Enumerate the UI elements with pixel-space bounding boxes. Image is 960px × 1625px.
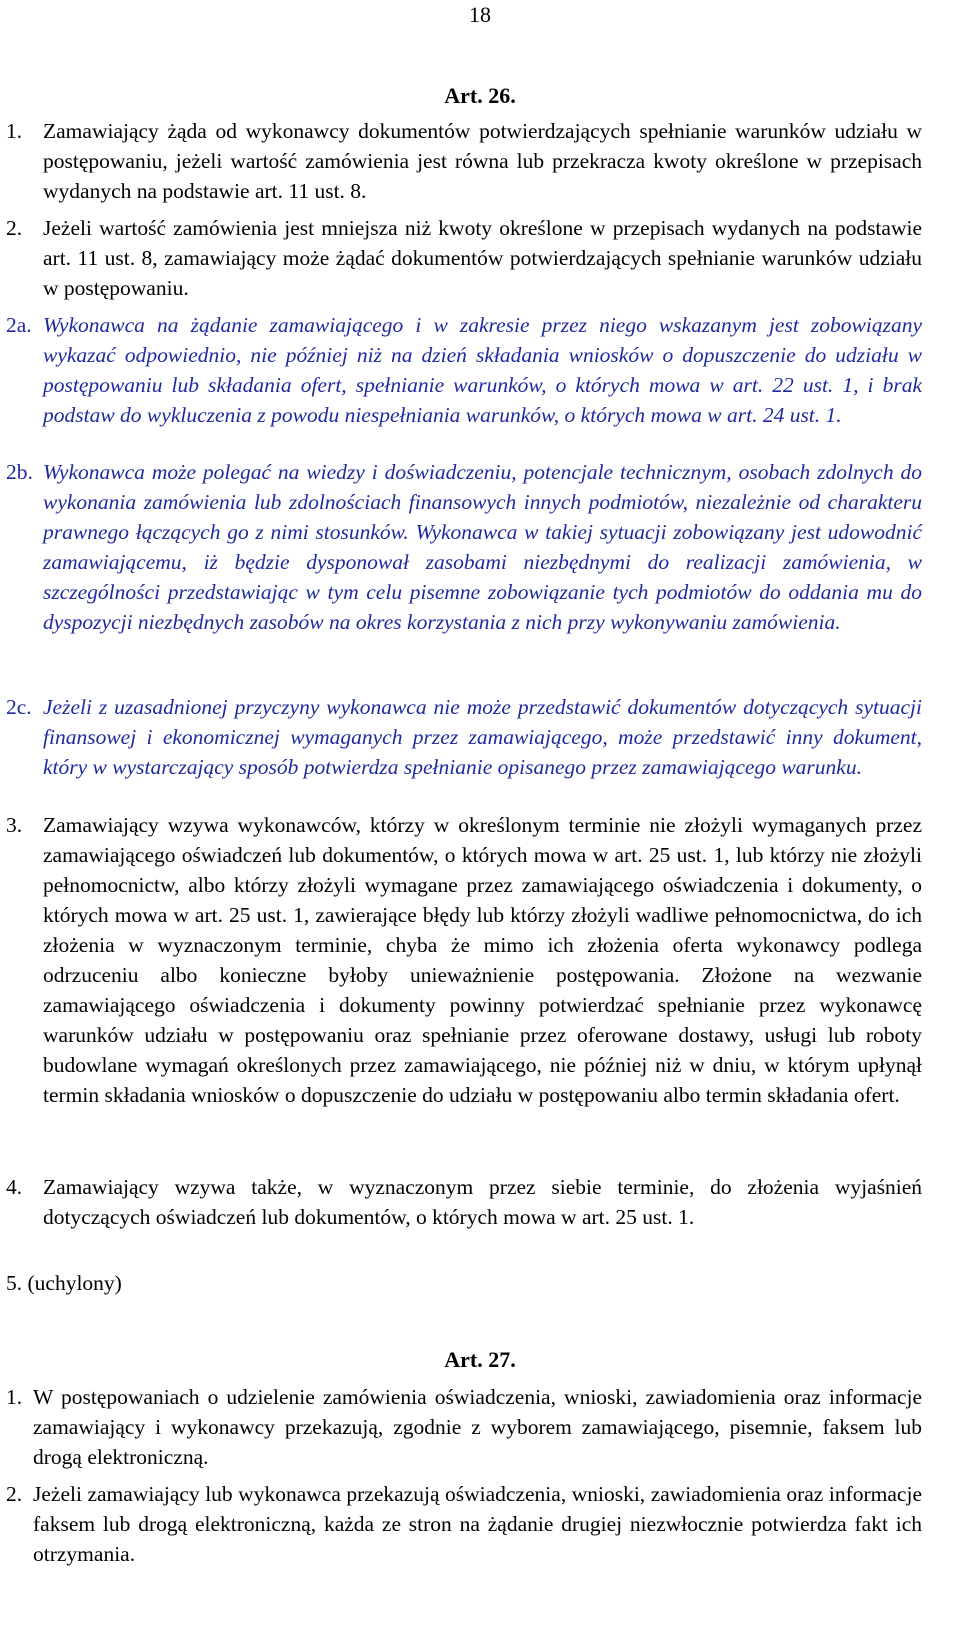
art26-paragraph-3	[6, 810, 922, 1110]
art27-paragraph-2	[6, 1479, 922, 1569]
art26-paragraph-2c	[6, 692, 922, 782]
paragraph-text: Jeżeli wartość zamówienia jest mniejsza niż kwoty określone w przepisach wydanych na podstawie art. 11 ust. 8, zamawiający może żądać dokumentów potwierdzających spełnianie warunków udziału w postępowaniu.	[43, 216, 922, 300]
paragraph-text: Wykonawca może polegać na wiedzy i doświadczeniu, potencjale technicznym, osobach zdolnych do wykonania zamówienia lub zdolnościach finansowych innych podmiotów, niezależnie od charakteru prawnego łączących go z nimi stosunków. Wykonawca w takiej sytuacji zobowiązany jest udowodnić zamawiającemu, iż będzie dysponował zasobami niezbędnymi do realizacji zamówienia, w szczególności przedstawiając w tym celu pisemne zobowiązanie tych podmiotów do oddania mu do dyspozycji niezbędnych zasobów na okres korzystania z nich przy wykonywaniu zamówienia.	[43, 460, 922, 634]
paragraph-number: 2b.	[6, 460, 33, 484]
paragraph-text: Wykonawca na żądanie zamawiającego i w zakresie przez niego wskazanym jest zobowiązany wykazać odpowiednio, nie później niż na dzień składania wniosków o dopuszczenie do udziału w postępowaniu lub składania ofert, spełnianie warunków, o których mowa w art. 22 ust. 1, i brak podstaw do wykluczenia z powodu niespełniania warunków, o których mowa w art. 24 ust. 1.	[43, 313, 922, 427]
article-27-title: Art. 27.	[444, 1347, 516, 1372]
page-number: 18	[469, 2, 491, 27]
art26-paragraph-2b	[6, 457, 922, 637]
paragraph-number: 2a.	[6, 313, 32, 337]
paragraph-number: 1.	[6, 119, 23, 143]
paragraph-text: Jeżeli zamawiający lub wykonawca przekazują oświadczenia, wnioski, zawiadomienia oraz informacje faksem lub drogą elektroniczną, każda ze stron na żądanie drugiej niezwłocznie potwierdza fakt ich otrzymania.	[33, 1482, 922, 1566]
paragraph-number: 4.	[6, 1175, 23, 1199]
art27-paragraph-1	[6, 1382, 922, 1472]
paragraph-number: 2.	[6, 1482, 23, 1506]
art26-paragraph-1	[6, 116, 922, 206]
paragraph-text: Zamawiający wzywa także, w wyznaczonym przez siebie terminie, do złożenia wyjaśnień dotyczących oświadczeń lub dokumentów, o których mowa w art. 25 ust. 1.	[43, 1175, 922, 1229]
article-26-title: Art. 26.	[444, 83, 516, 108]
paragraph-number: 3.	[6, 813, 23, 837]
art26-paragraph-4	[6, 1172, 922, 1232]
paragraph-text: Zamawiający żąda od wykonawcy dokumentów potwierdzających spełnianie warunków udziału w postępowaniu, jeżeli wartość zamówienia jest równa lub przekracza kwoty określone w przepisach wydanych na podstawie art. 11 ust. 8.	[43, 119, 922, 203]
art26-paragraph-5	[6, 1268, 922, 1298]
paragraph-text: Zamawiający wzywa wykonawców, którzy w określonym terminie nie złożyli wymaganych przez zamawiającego oświadczeń lub dokumentów, o których mowa w art. 25 ust. 1, lub którzy nie złożyli pełnomocnictw, albo którzy złożyli wymagane przez zamawiającego oświadczenia i dokumenty, o których mowa w art. 25 ust. 1, zawierające błędy lub którzy złożyli wadliwe pełnomocnictwa, do ich złożenia w wyznaczonym terminie, chyba że mimo ich złożenia oferta wykonawcy podlega odrzuceniu albo konieczne byłoby unieważnienie postępowania. Złożone na wezwanie zamawiającego oświadczenia i dokumenty powinny potwierdzać spełnianie przez wykonawcę warunków udziału w postępowaniu oraz spełnianie przez oferowane dostawy, usługi lub roboty budowlane wymagań określonych przez zamawiającego, nie później niż w dniu, w którym upłynął termin składania wniosków o dopuszczenie do udziału w postępowaniu albo termin składania ofert.	[43, 813, 922, 1107]
paragraph-number: 2c.	[6, 695, 32, 719]
paragraph-text: Jeżeli z uzasadnionej przyczyny wykonawca nie może przedstawić dokumentów dotyczących sytuacji finansowej i ekonomicznej wymaganych przez zamawiającego, może przedstawić inny dokument, który w wystarczający sposób potwierdza spełnianie opisanego przez zamawiającego warunku.	[43, 695, 922, 779]
paragraph-text: W postępowaniach o udzielenie zamówienia oświadczenia, wnioski, zawiadomienia oraz informacje zamawiający i wykonawcy przekazują, zgodnie z wyborem zamawiającego, pisemnie, faksem lub drogą elektroniczną.	[33, 1385, 922, 1469]
paragraph-number: 2.	[6, 216, 23, 240]
paragraph-text: 5. (uchylony)	[6, 1271, 122, 1295]
art26-paragraph-2a	[6, 310, 922, 430]
paragraph-number: 1.	[6, 1385, 23, 1409]
art26-paragraph-2	[6, 213, 922, 303]
